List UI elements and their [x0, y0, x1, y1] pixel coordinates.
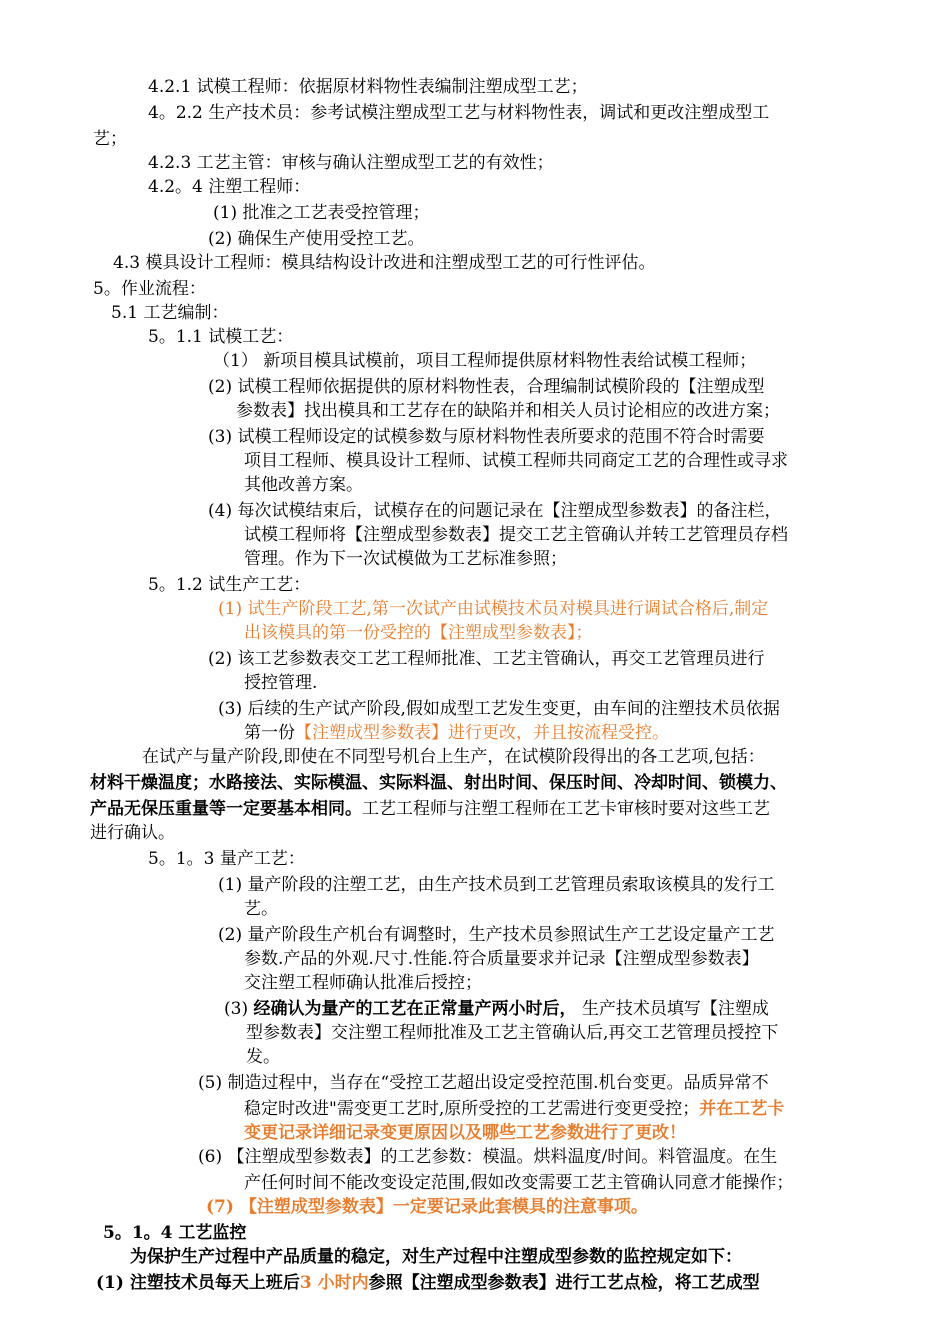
highlighted-text-line: (1) 试生产阶段工艺,第一次试产由试模技术员对模具进行调试合格后,制定	[218, 599, 769, 619]
text-line: (6) 【注塑成型参数表】的工艺参数：模温。烘料温度/时间。料管温度。在生	[198, 1147, 778, 1167]
text-line: 发。	[246, 1047, 280, 1067]
text-line	[244, 721, 669, 745]
section-heading: 5。1.1 试模工艺：	[148, 327, 294, 347]
text-line: 产任何时间不能改变设定范围,假如改变需要工艺主管确认同意才能操作；	[244, 1173, 794, 1193]
text-line: (5) 制造过程中，当存在“受控工艺超出设定受控范围.机台变更。品质异常不	[198, 1073, 769, 1093]
highlighted-text-line: (7) 【注塑成型参数表】一定要记录此套模具的注意事项。	[206, 1197, 648, 1217]
bold-text-segment: 经确认为量产的工艺在正常量产两小时后，	[253, 999, 577, 1019]
text-line: (1) 量产阶段的注塑工艺，由生产技术员到工艺管理员索取该模具的发行工	[218, 875, 775, 895]
text-line: 参数表】找出模具和工艺存在的缺陷并和相关人员讨论相应的改进方案；	[236, 401, 780, 421]
text-line	[244, 1097, 784, 1121]
highlighted-text-segment: 3 小时内	[299, 1273, 369, 1293]
highlighted-text-line: 出该模具的第一份受控的【注塑成型参数表】；	[244, 623, 593, 643]
text-line: 授控管理.	[244, 673, 318, 693]
text-line: 4.3 模具设计工程师：模具结构设计改进和注塑成型工艺的可行性评估。	[113, 253, 656, 273]
text-line: 参数.产品的外观.尺寸.性能.符合质量要求并记录【注塑成型参数表】	[244, 949, 759, 969]
text-line	[224, 997, 769, 1021]
bold-text-line	[96, 1271, 760, 1295]
text-line: 艺；	[93, 129, 127, 149]
text-line: 4.2。4 注塑工程师：	[148, 177, 311, 197]
text-line: (4) 每次试模结束后，试模存在的问题记录在【注塑成型参数表】的备注栏，	[208, 501, 782, 521]
text-line: 4.2.3 工艺主管：审核与确认注塑成型工艺的有效性；	[148, 153, 554, 173]
text-line	[90, 797, 770, 821]
bold-text-segment: 产品无保压重量等一定要基本相同。	[90, 799, 362, 819]
section-heading: 5。1.2 试生产工艺：	[148, 575, 311, 595]
text-segment: 工艺工程师与注塑工程师在工艺卡审核时要对这些工艺	[362, 799, 770, 819]
text-segment: 稳定时改进"需变更工艺时,原所受控的工艺需进行变更受控；	[244, 1099, 700, 1119]
text-segment: (3)	[224, 999, 254, 1019]
text-line: (2) 确保生产使用受控工艺。	[208, 229, 425, 249]
text-line: （1） 新项目模具试模前，项目工程师提供原材料物性表给试模工程师；	[213, 351, 757, 371]
bold-text-line: 为保护生产过程中产品质量的稳定，对生产过程中注塑成型参数的监控规定如下：	[130, 1247, 742, 1267]
text-line: (3) 试模工程师设定的试模参数与原材料物性表所要求的范围不符合时需要	[208, 427, 765, 447]
text-line: 试模工程师将【注塑成型参数表】提交工艺主管确认并转工艺管理员存档	[244, 525, 788, 545]
text-line: 在试产与量产阶段,即使在不同型号机台上生产，在试模阶段得出的各工艺项,包括：	[142, 747, 765, 767]
text-line: 管理。作为下一次试模做为工艺标准参照；	[244, 549, 567, 569]
text-line: 其他改善方案。	[244, 475, 363, 495]
text-segment: (1) 注塑技术员每天上班后	[96, 1273, 300, 1293]
text-line: 艺。	[244, 899, 278, 919]
highlighted-text-segment: 【注塑成型参数表】进行更改，并且按流程受控。	[295, 723, 669, 743]
text-line: 项目工程师、模具设计工程师、试模工程师共同商定工艺的合理性或寻求	[244, 451, 788, 471]
section-heading: 5。1。4 工艺监控	[103, 1223, 247, 1243]
text-line: (2) 量产阶段生产机台有调整时，生产技术员参照试生产工艺设定量产工艺	[218, 925, 775, 945]
text-line: (1) 批准之工艺表受控管理；	[213, 203, 430, 223]
text-line: (3) 后续的生产试产阶段,假如成型工艺发生变更，由车间的注塑技术员依据	[218, 699, 780, 719]
text-line: 进行确认。	[90, 823, 175, 843]
text-line: (2) 试模工程师依据提供的原材料物性表，合理编制试模阶段的【注塑成型	[208, 377, 765, 397]
text-line: 型参数表】交注塑工程师批准及工艺主管确认后,再交工艺管理员授控下	[246, 1023, 779, 1043]
highlighted-text-segment: 并在工艺卡	[699, 1099, 785, 1119]
text-segment: 第一份	[244, 723, 295, 743]
text-line: 交注塑工程师确认批准后授控；	[244, 973, 482, 993]
text-segment: 生产技术员填写【注塑成	[576, 999, 769, 1019]
text-line: 4.2.1 试模工程师：依据原材料物性表编制注塑成型工艺；	[148, 77, 588, 97]
text-segment: 参照【注塑成型参数表】进行工艺点检，将工艺成型	[368, 1273, 760, 1293]
bold-text-line: 材料干燥温度；水路接法、实际模温、实际料温、射出时间、保压时间、冷却时间、锁模力、	[90, 773, 787, 793]
section-heading: 5。作业流程：	[93, 279, 206, 299]
text-line: 4。2.2 生产技术员：参考试模注塑成型工艺与材料物性表，调试和更改注塑成型工	[148, 103, 770, 123]
section-heading: 5。1。3 量产工艺：	[148, 849, 305, 869]
text-line: (2) 该工艺参数表交工艺工程师批准、工艺主管确认，再交工艺管理员进行	[208, 649, 765, 669]
highlighted-text-line: 变更记录详细记录变更原因以及哪些工艺参数进行了更改！	[244, 1123, 686, 1143]
section-heading: 5.1 工艺编制：	[111, 303, 229, 323]
